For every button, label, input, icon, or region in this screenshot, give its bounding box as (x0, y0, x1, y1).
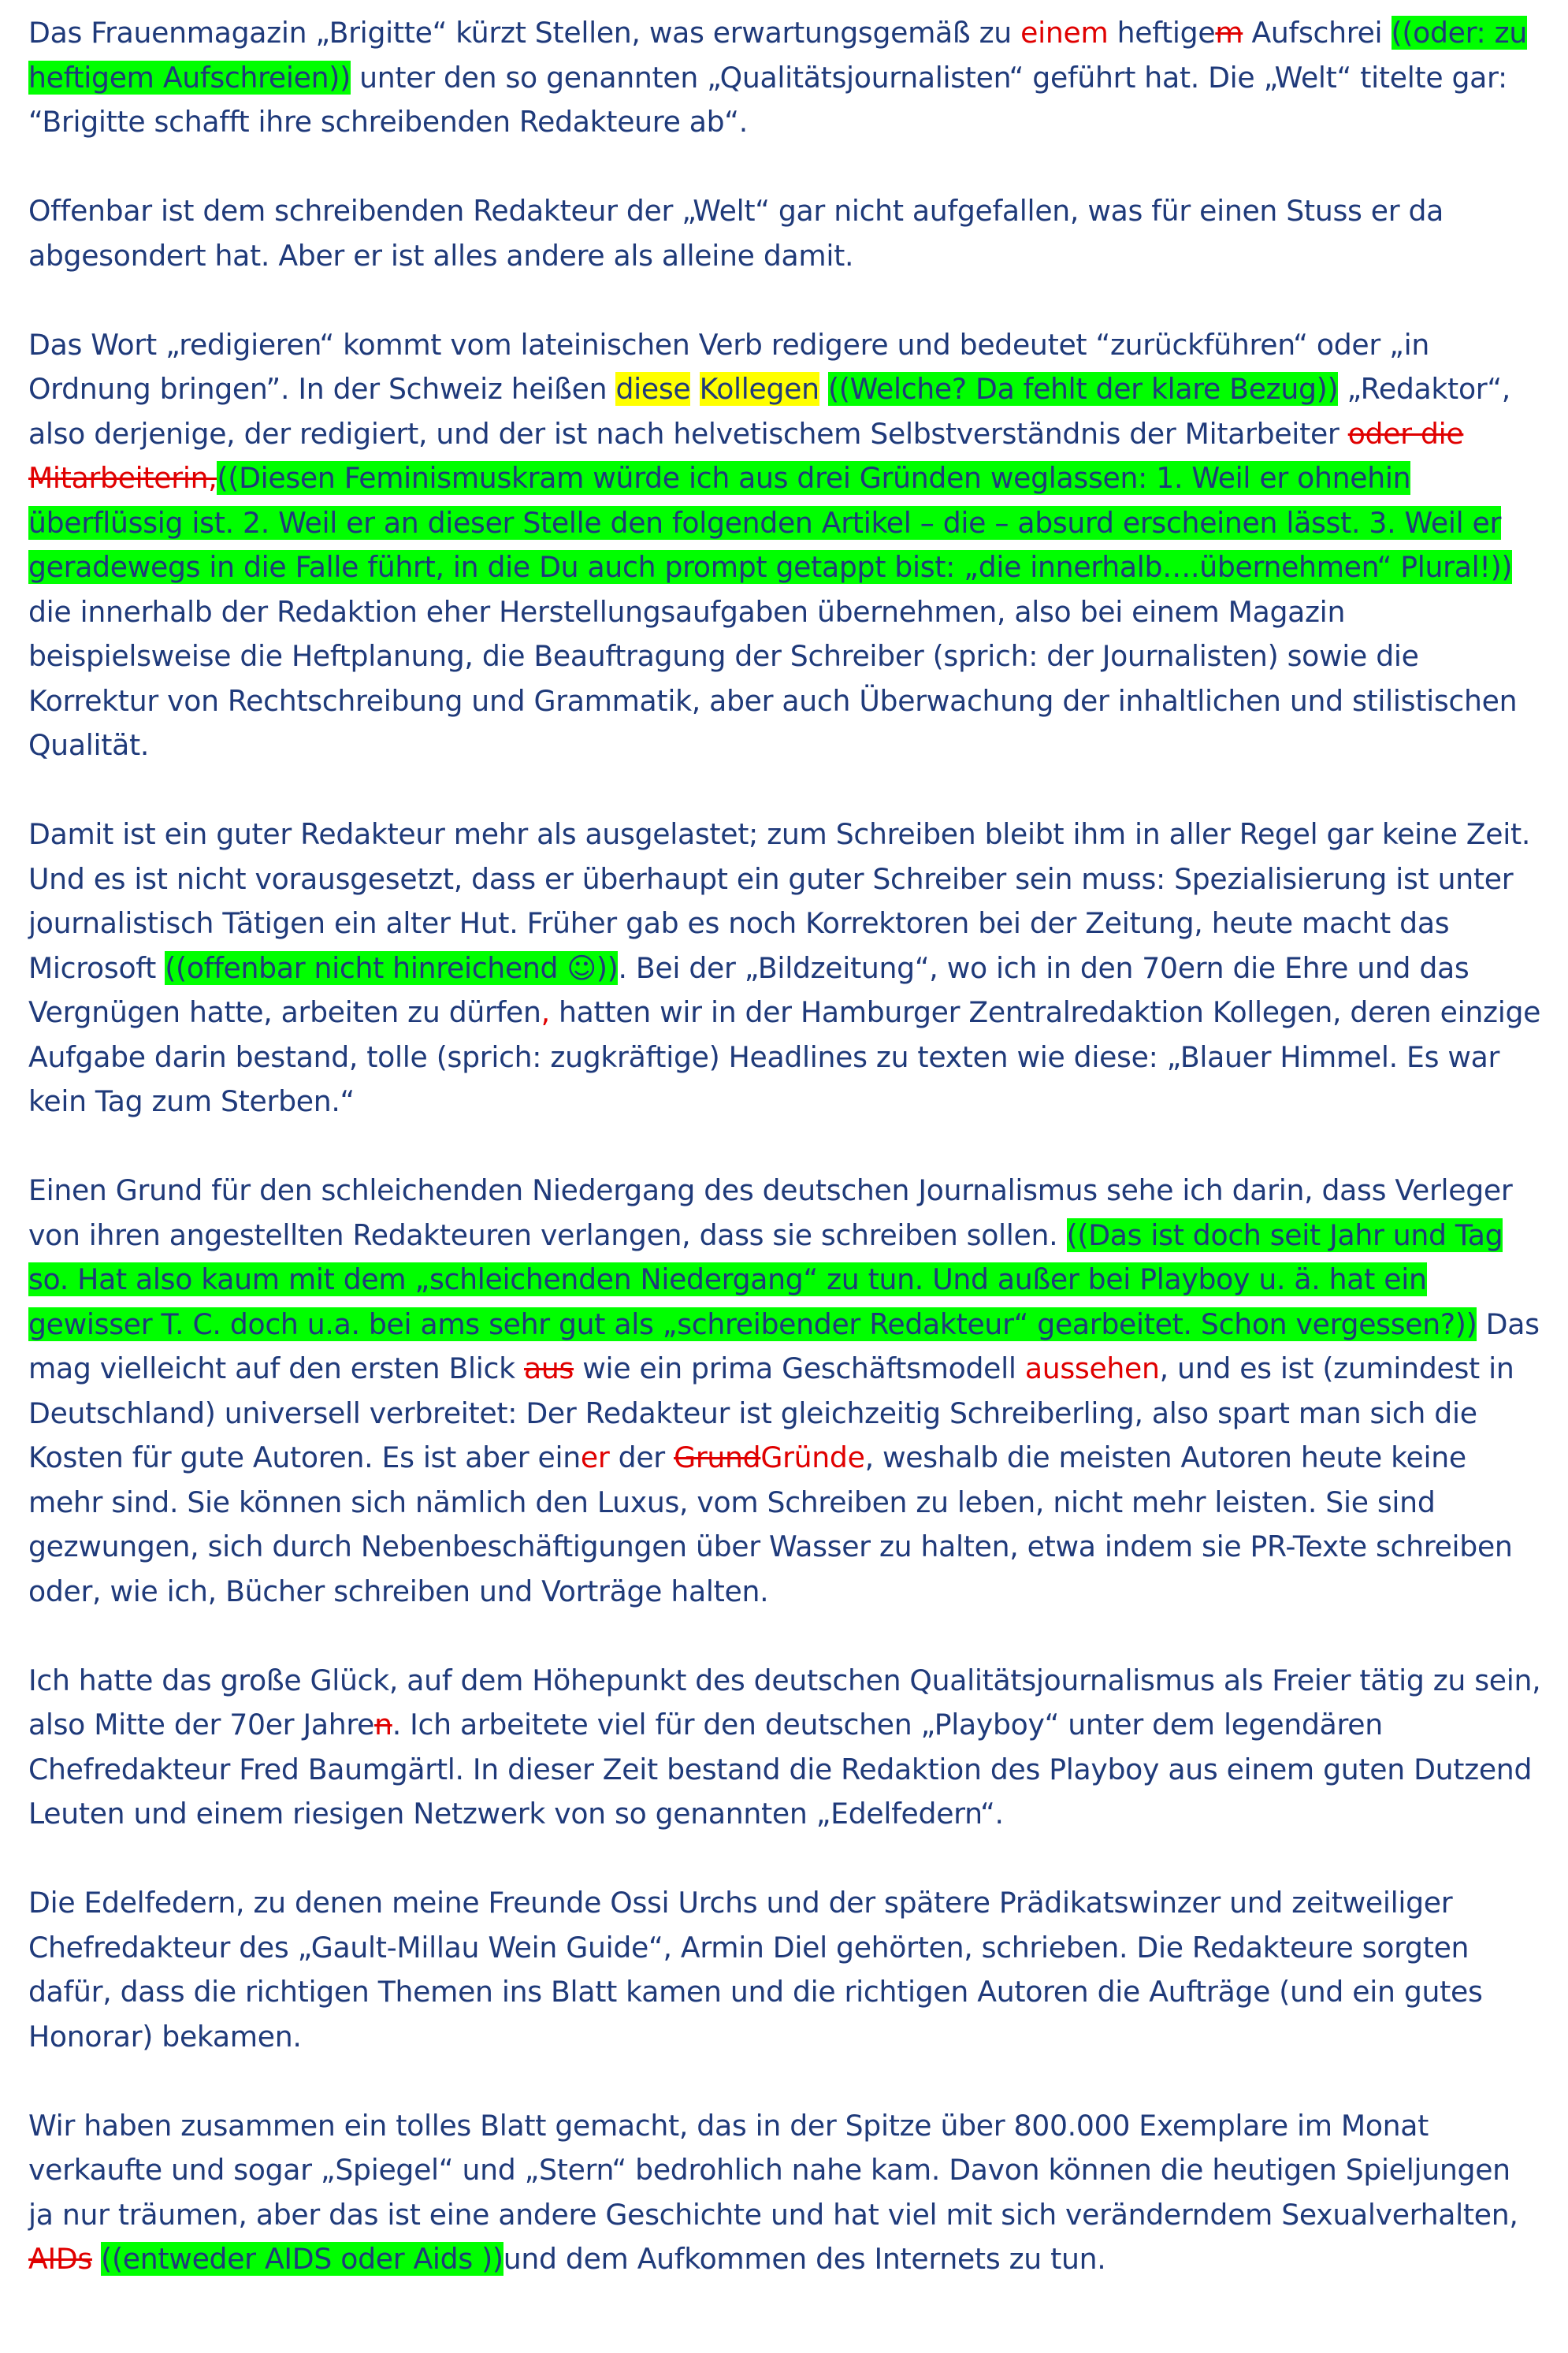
paragraph-5 (28, 1169, 1541, 1614)
comment-highlight-green: ((offenbar nicht hinreichend ☺)) (165, 950, 619, 985)
text-run: „Redaktor“, also derjenige, der redigiert, und der ist nach helvetischem Selbstverständnis der Mitarbeiter (28, 372, 1511, 451)
text-run: . Bei der „Bildzeitung“, wo ich in den 70ern die Ehre und das Vergnügen hatte, arbeiten zu dürfen (28, 950, 1470, 1029)
text-run: die innerhalb der Redaktion eher Herstellungsaufgaben übernehmen, also bei einem Magazin beispielsweise die Heftplanung, die Beauftragung der Schreiber (sprich: der Journalisten) sowie die Korrektur von Rechtschreibung und Grammatik, aber auch Überwachung der inhaltlichen und stilistischen Qualität. (28, 594, 1518, 762)
text-run: Aufschrei (1243, 16, 1392, 50)
inserted-text: , (541, 995, 550, 1029)
text-run: , und es ist (zumindest in Deutschland) universell verbreitet: Der Redakteur ist gleichzeitig Schreiberling, also spart man sich die Kosten für gute Autoren. Es ist aber ein (28, 1351, 1514, 1474)
text-run (819, 372, 828, 406)
text-run: der (609, 1440, 674, 1474)
text-run: . Ich arbeitete viel für den deutschen „Playboy“ unter dem legendären Chefredakteur Fred Baumgärtl. In dieser Zeit bestand die Redaktion des Playboy aus einem guten Dutzend Leuten und einem riesigen Netzwerk von so genannten „Edelfedern“. (28, 1708, 1533, 1831)
deleted-text: Grund (674, 1440, 761, 1474)
paragraph-6 (28, 1659, 1541, 1837)
text-run: wie ein prima Geschäftsmodell (574, 1351, 1025, 1385)
text-run (690, 372, 699, 406)
deleted-text: n (374, 1708, 392, 1742)
comment-highlight-green: ((oder: zu heftigem Aufschreien)) (28, 16, 1527, 95)
paragraph-2 (28, 189, 1541, 278)
comment-highlight-green: ((Welche? Da fehlt der klare Bezug)) (827, 372, 1339, 406)
text-run: unter den so genannten „Qualitätsjournalisten“ geführt hat. Die „Welt“ titelte gar: “Brigitte schafft ihre schreibenden Redakteure ab“. (28, 60, 1507, 139)
text-run: Das mag vielleicht auf den ersten Blick (28, 1307, 1540, 1385)
highlight-yellow: diese (615, 372, 691, 406)
text-run: hatten wir in der Hamburger Zentralredaktion Kollegen, deren einzige Aufgabe darin bestand, tolle (sprich: zugkräftige) Headlines zu texten wie diese: „Blauer Himmel. Es war kein Tag zum Sterben.“ (28, 995, 1541, 1118)
deleted-text: m (1215, 16, 1243, 50)
comment-highlight-green: ((entweder AIDS oder Aids )) (101, 2242, 503, 2276)
text-run: Das Wort „redigieren“ kommt vom lateinischen Verb redigere und bedeutet “zurückführen“ oder „in Ordnung bringen”. In der Schweiz heißen (28, 327, 1429, 406)
paragraph-8 (28, 2104, 1541, 2282)
text-run: Damit ist ein guter Redakteur mehr als ausgelastet; zum Schreiben bleibt ihm in aller Regel gar keine Zeit. Und es ist nicht vorausgesetzt, dass er überhaupt ein guter Schreiber sein muss: Spezialisierung ist unter journalistisch Tätigen ein alter Hut. Früher gab es noch Korrektoren bei der Zeitung, heute macht das Microsoft (28, 817, 1531, 985)
text-run: Ich hatte das große Glück, auf dem Höhepunkt des deutschen Qualitätsjournalismus als Freier tätig zu sein, also Mitte der 70er Jahre (28, 1663, 1541, 1742)
text-run: Offenbar ist dem schreibenden Redakteur der „Welt“ gar nicht aufgefallen, was für einen Stuss er da abgesondert hat. Aber er ist alles andere als alleine damit. (28, 194, 1444, 273)
paragraph-1 (28, 11, 1541, 145)
inserted-text: Gründe (760, 1440, 865, 1474)
text-run: und dem Aufkommen des Internets zu tun. (503, 2242, 1106, 2276)
paragraph-3 (28, 323, 1541, 768)
comment-highlight-green: ((Das ist doch seit Jahr und Tag so. Hat also kaum mit dem „schleichenden Niedergang“ zu tun. Und außer bei Playboy u. ä. hat ein gewisser T. C. doch u.a. bei ams sehr gut als „schreibender Redakteur“ gearbeitet. Schon vergessen?)) (28, 1217, 1503, 1341)
text-run (92, 2242, 101, 2276)
text-run: Das Frauenmagazin „Brigitte“ kürzt Stellen, was erwartungsgemäß zu (28, 16, 1021, 50)
text-run: heftige (1108, 16, 1216, 50)
inserted-text: einem (1020, 16, 1109, 50)
inserted-text: er (580, 1440, 610, 1474)
document-body (28, 11, 1541, 2326)
text-run: Einen Grund für den schleichenden Niedergang des deutschen Journalismus sehe ich darin, dass Verleger von ihren angestellten Redakteuren verlangen, dass sie schreiben sollen. (28, 1173, 1513, 1252)
text-run: Wir haben zusammen ein tolles Blatt gemacht, das in der Spitze über 800.000 Exemplare im Monat verkaufte und sogar „Spiegel“ und „Stern“ bedrohlich nahe kam. Davon können die heutigen Spieljungen ja nur träumen, aber das ist eine andere Geschichte und hat viel mit sich veränderndem Sexualverhalten, (28, 2108, 1518, 2232)
text-run: , weshalb die meisten Autoren heute keine mehr sind. Sie können sich nämlich den Luxus, vom Schreiben zu leben, nicht mehr leisten. Sie sind gezwungen, sich durch Nebenbeschäftigungen über Wasser zu halten, etwa indem sie PR-Texte schreiben oder, wie ich, Bücher schreiben und Vorträge halten. (28, 1440, 1513, 1608)
deleted-text: oder die Mitarbeiterin, (28, 416, 1464, 495)
deleted-text: AIDs (28, 2242, 92, 2276)
paragraph-7 (28, 1881, 1541, 2059)
highlight-yellow: Kollegen (699, 372, 819, 406)
comment-highlight-green: ((Diesen Feminismuskram würde ich aus drei Gründen weglassen: 1. Weil er ohnehin überflüssig ist. 2. Weil er an dieser Stelle den folgenden Artikel – die – absurd erscheinen lässt. 3. Weil er geradewegs in die Falle führt, in die Du auch prompt getappt bist: „die innerhalb….übernehmen“ Plural!)) (28, 461, 1513, 584)
paragraph-4 (28, 812, 1541, 1124)
deleted-text: aus (523, 1351, 574, 1385)
text-run: Die Edelfedern, zu denen meine Freunde Ossi Urchs und der spätere Prädikatswinzer und zeitweiliger Chefredakteur des „Gault-Millau Wein Guide“, Armin Diel gehörten, schrieben. Die Redakteure sorgten dafür, dass die richtigen Themen ins Blatt kamen und die richtigen Autoren die Aufträge (und ein gutes Honorar) bekamen. (28, 1886, 1483, 2054)
inserted-text: aussehen (1024, 1351, 1160, 1385)
